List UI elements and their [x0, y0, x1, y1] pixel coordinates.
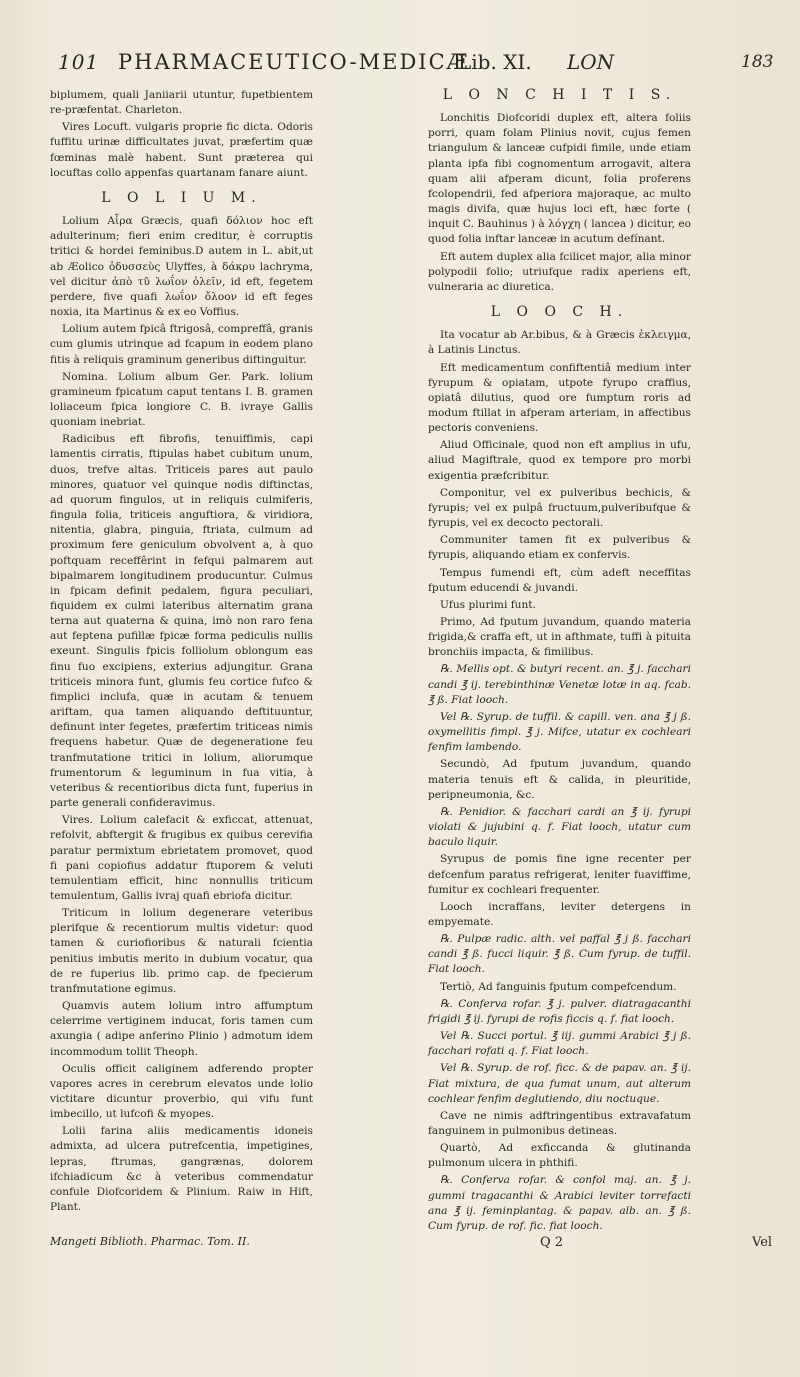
- recipe-formula: ℞. Pulpæ radic. alth. vel paffal ℥ j ß. facchari candi ℥ ß. fucci liquir. ℥ ß. Cum fyrup. de tuffil. Fiat looch.: [428, 933, 691, 976]
- right-column: [428, 88, 691, 1236]
- paragraph: Lolium autem fpicâ ftrigosâ, compreffâ, granis cum glumis utrinque ad fcapum in eodem plano fitis à reliquis graminum generibus diftinguitur.: [50, 323, 313, 366]
- section-heading-lolium: L O L I U M.: [101, 189, 262, 206]
- paragraph: Eft autem duplex alia fcilicet major, alia minor polypodii folio; utriufque radix aperiens eft, vulneraria ac diuretica.: [428, 250, 691, 293]
- running-head-book: Lib. XI.: [458, 50, 532, 74]
- paragraph: Eft medicamentum confiftentiâ medium inter fyrupum & opiatam, utpote fyrupo craffius, opiatâ dilutius, quod ore fumptum roris ad modum ftillat in afperam arteriam, in affectibus pectoris conveniens.: [428, 361, 691, 435]
- paragraph: Tertiò, Ad fanguinis fputum compefcendum.: [440, 980, 677, 993]
- paragraph: Lonchitis Diofcoridi duplex eft, altera foliis porri, quam folam Plinius novit, cujus femen triangulum & lanceæ cufpidi fimile, unde etiam planta ipfa fibi cognomentum arrogavit, altera quam alii afperam dicunt, folia proferens fcolopendrii, fed afperiora majoraque, ac multo magis divifa, quæ hujus loci eft, hæc forte ( inquit C. Bauhinus ) à λόγχη ( lancea ) dicitur, eo quod folia inftar lanceæ in acutum defínant.: [428, 112, 691, 246]
- printer-signature: Mangeti Biblioth. Pharmac. Tom. II.: [50, 1235, 250, 1248]
- section-heading-lonchitis: L O N C H I T I S.: [442, 87, 677, 103]
- section-heading-looch: L O O C H.: [490, 304, 629, 321]
- paragraph: biplumem, quali Janiiarii utuntur, fupetbientem re-præfentat. Charleton.: [50, 89, 313, 117]
- paragraph: Tempus fumendi eft, cùm adeft neceffitas fputum educendi & juvandi.: [428, 566, 691, 594]
- running-head-left: 101: [58, 50, 100, 74]
- paragraph: Vires Locuft. vulgaris proprie fic dicta. Odoris fuffitu urinæ difficultates juvat, præfertim quæ fœminas malè habent. Sunt præterea qui locuftas collo appenfas quartanam fanare aiunt.: [50, 121, 313, 179]
- paragraph: Syrupus de pomis fine igne recenter per defcenfum paratus refrigerat, leniter fuaviffime, fumitur ex cochleari frequenter.: [428, 853, 691, 896]
- recipe-formula: ℞. Conferva rofar. ℥ j. pulver. diatragacanthi frigidi ℥ ij. fyrupi de rofis ficcis q. f. fiat looch.: [428, 997, 691, 1025]
- paragraph: Triticum in lolium degenerare veteribus plerifque & recentiorum multis videtur: quod tamen & curiofioribus & naturali fcientia penitius imbutis merito in dubium vocatur, qua de re fuperius lib. primo cap. de fpecierum tranfmutatione egimus.: [50, 907, 313, 995]
- paragraph: Componitur, vel ex pulveribus bechicis, & fyrupis; vel ex pulpâ fructuum,pulveribufque & fyrupis, vel ex decocto pectorali.: [428, 486, 691, 530]
- paragraph: Ita vocatur ab Ar.bibus, & à Græcis ἐκλειγμα, à Latinis Linctus.: [428, 329, 691, 357]
- paragraph: Vires. Lolium calefacit & exficcat, attenuat, refolvit, abftergit & frugibus ex quibus cerevifia paratur permixtum ebrietatem promovet, quod fi pani copiofius addatur ftuporem & veluti temulentiam efficit, hinc nonnullis triticum temulentum, Gallis ivraj quafi ebriofa dicitur.: [50, 814, 313, 902]
- paragraph: Primo, Ad fputum juvandum, quando materia frigida,& craffa eft, ut in afthmate, tuffi à pituita bronchiis impacta, & fimilibus.: [428, 616, 691, 659]
- recipe-formula: Vel ℞. Syrup. de rof. ficc. & de papav. an. ℥ ij. Fiat mixtura, de qua fumat unum, aut alterum cochlear fenfim deglutiendo, diu noctuque.: [428, 1062, 691, 1105]
- paragraph: Quamvis autem lolium intro affumptum celerrime vertiginem inducat, foris tamen cum axungia ( adipe anferino Plinio ) admotum idem incommodum tollit Theoph.: [50, 1000, 313, 1058]
- recipe-formula: Vel ℞. Syrup. de tuffil. & capill. ven. ana ℥ j ß. oxymellitis fimpl. ℥ j. Mifce, utatur ex cochleari fenfim lambendo.: [428, 710, 691, 754]
- paragraph: Aliud Officinale, quod non eft amplius in ufu, aliud Magiftrale, quod ex tempore pro morbi exigentia præfcribitur.: [428, 439, 691, 482]
- left-column: [50, 88, 313, 1217]
- paragraph: Secundò, Ad fputum juvandum, quando materia tenuis eft & calida, in pleuritide, peripneumonia, &c.: [428, 758, 691, 801]
- paragraph: Nomina. Lolium album Ger. Park. lolium gramineum fpicatum caput tentans I. B. gramen loliaceum fpica longiore C. B. ivraye Gallis quoniam inebriat.: [50, 370, 313, 429]
- catchword: Vel: [752, 1235, 773, 1250]
- page-number: 183: [741, 52, 774, 72]
- recipe-formula: ℞. Conferva rofar. & confol maj. an. ℥ j. gummi tragacanthi & Arabici leviter torrefacti ana ℥ ij. feminplantag. & papav. alb. an. ℥ ß. Cum fyrup. de rof. fic. fiat looch.: [428, 1174, 691, 1232]
- recipe-formula: ℞. Penidior. & facchari cardi an ℥ ij. fyrupi violati & jujubini q. f. Fiat looch, utatur cum baculo liquir.: [428, 805, 691, 849]
- paragraph: Cave ne nimis adftringentibus extravafatum fanguinem in pulmonibus detineas.: [428, 1109, 691, 1137]
- paragraph: Lolium Αἶρα Græcis, quafi δόλιον hoc eft adulterinum; fieri enim creditur, è corruptis tritici & hordei feminibus.D autem in L. abit,ut ab Æolico ὀδυσσεὺς Ulyffes, à δάκρυ lachryma, vel dicitur ἀπὸ τῦ λωΐον ὀλεῖν, id eft, fegetem perdere, five quafi λωΐον ὄλοον id eft feges noxia, ita Martinus & ex eo Voffius.: [50, 215, 313, 319]
- recipe-formula: ℞. Mellis opt. & butyri recent. an. ℥ j. facchari candi ℥ ij. terebinthinæ Venetæ lotæ in aq. fcab. ℥ ß. Fiat looch.: [428, 663, 691, 706]
- running-head: [0, 50, 800, 84]
- paragraph: Radicibus eft fibrofis, tenuiffimis, capi lamentis cirratis, ftipulas habet cubitum unum, duos, trefve altas. Triticeis pares aut paulo minores, quatuor vel quinque nodis diftinctas, ad quorum fingulos, ut in reliquis culmiferis, fingula folia, triticeis anguftiora, & viridiora, nitentia, glabra, pinguia, ftriata, culmum ad proximum fere geniculum obvolvent a, à quo poftquam receffêrint in fefqui palmarem aut bipalmarem longitudinem producuntur. Culmus in fpicam definit pedalem, figura peculiari, fiquidem ex culmi lateribus alternatim grana terna aut quaterna & quina, imò non raro fena aut feptena pufillæ fpicæ forma pediculis nullis exeunt. Singulis fpicis folliolum oblongum eas finu fuo excipiens, exterius adjungitur. Grana triticeis minora funt, glumis feu cortice fufco & fimplici inclufa, quæ in acutam & tenuem ariftam, qua tamen aliquando deftituuntur, definunt inter fegetes, præfertim triticeas nimis frequens habetur. Quæ de degeneratione feu tranfmutatione tritici in lolium, aliorumque frumentorum & leguminum in fua vitia, à veteribus & recentioribus dicta funt, fuperius in parte generali confideravimus.: [50, 433, 313, 810]
- running-head-title: PHARMACEUTICO-MEDICÆ: [118, 50, 470, 74]
- signature-mark: Q 2: [540, 1235, 564, 1250]
- paragraph: Ufus plurimi funt.: [440, 598, 536, 611]
- paragraph: Oculis officit caliginem adferendo propter vapores acres in cerebrum elevatos unde lolio victitare dicuntur proverbio, qui vifu funt imbecillo, ut lufcofi & myopes.: [50, 1062, 313, 1121]
- paragraph: Looch incraffans, leviter detergens in empyemate.: [428, 900, 691, 928]
- paragraph: Lolii farina aliis medicamentis idoneis admixta, ad ulcera putrefcentia, impetigines, lepras, ftrumas, gangrænas, dolorem ifchiadicum &c à veteribus commendatur confule Diofcoridem & Plinium. Raiw in Hift, Plant.: [50, 1125, 313, 1214]
- running-head-right: LON: [567, 50, 615, 74]
- paragraph: Quartò, Ad exficcanda & glutinanda pulmonum ulcera in phthifi.: [428, 1142, 691, 1170]
- paragraph: Communiter tamen fit ex pulveribus & fyrupis, aliquando etiam ex confervis.: [428, 534, 691, 562]
- recipe-formula: Vel ℞. Succi portul. ℥ iij. gummi Arabici ℥ j ß. facchari rofati q. f. Fiat looch.: [428, 1030, 691, 1058]
